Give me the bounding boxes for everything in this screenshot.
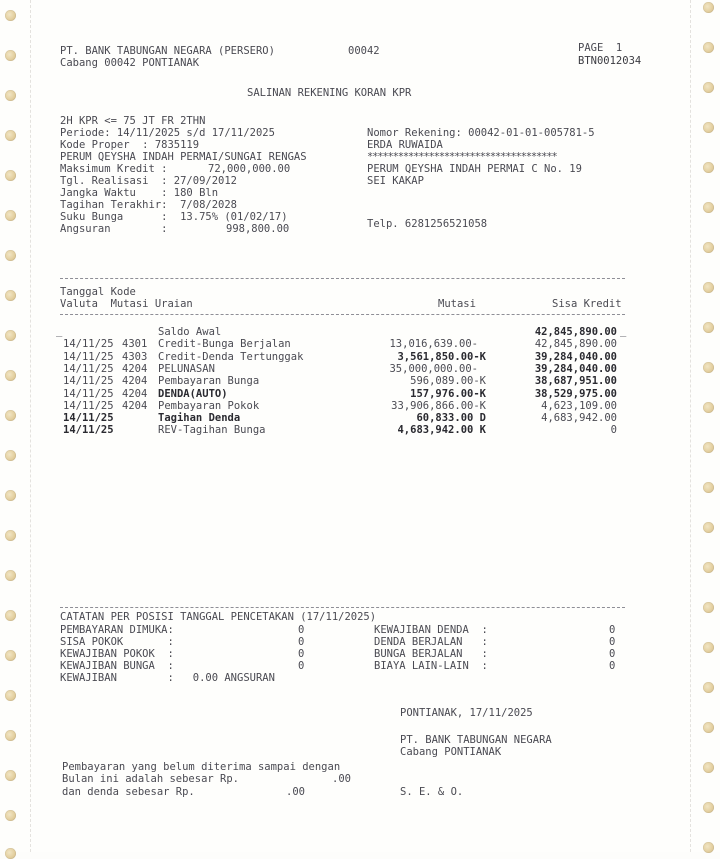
branch-name: Cabang 00042 PONTIANAK bbox=[60, 57, 200, 69]
row-date: 14/11/25 bbox=[63, 375, 114, 387]
place-and-date: PONTIANAK, 17/11/2025 bbox=[400, 707, 533, 719]
notes-left-value: 0 bbox=[298, 648, 305, 660]
notes-left-label: KEWAJIBAN POKOK : bbox=[60, 648, 174, 660]
notes-right-label: BUNGA BERJALAN : bbox=[374, 648, 488, 660]
notes-right-label: BIAYA LAIN-LAIN : bbox=[374, 660, 488, 672]
page-number: PAGE 1 bbox=[578, 42, 623, 54]
row-mutasi: 3,561,850.00-K bbox=[397, 351, 486, 363]
tractor-hole bbox=[5, 730, 16, 741]
address-line-1: PERUM QEYSHA INDAH PERMAI C No. 19 bbox=[367, 163, 582, 175]
notes-left-value: 0 bbox=[298, 636, 305, 648]
row-code: 4204 bbox=[122, 375, 148, 387]
tagihan-terakhir: Tagihan Terakhir: 7/08/2028 bbox=[60, 199, 238, 211]
address-line-2: SEI KAKAP bbox=[367, 175, 424, 187]
tractor-hole bbox=[5, 450, 16, 461]
tractor-hole bbox=[5, 290, 16, 301]
outstanding-amount: .00 bbox=[332, 773, 351, 785]
row-date: 14/11/25 bbox=[63, 363, 114, 375]
notes-right-label: KEWAJIBAN DENDA : bbox=[374, 624, 488, 636]
tractor-hole bbox=[703, 282, 714, 293]
tractor-hole bbox=[5, 570, 16, 581]
row-description: Pembayaran Pokok bbox=[158, 400, 260, 412]
row-code: 4204 bbox=[122, 388, 148, 400]
row-mutasi: 13,016,639.00- bbox=[389, 338, 478, 350]
row-sisa-kredit: 0 bbox=[610, 424, 617, 436]
notes-right-value: 0 bbox=[609, 660, 616, 672]
tractor-hole bbox=[703, 42, 714, 53]
kode-proper: Kode Proper : 7835119 bbox=[60, 139, 200, 151]
table-row bbox=[0, 388, 720, 401]
document-code: BTN0012034 bbox=[578, 55, 642, 67]
tractor-hole bbox=[5, 170, 16, 181]
tractor-hole bbox=[703, 122, 714, 133]
product-type: 2H KPR <= 75 JT FR 2THN bbox=[60, 115, 206, 127]
branch-code: 00042 bbox=[348, 45, 380, 57]
tractor-hole bbox=[5, 130, 16, 141]
row-marker-left: _ bbox=[56, 325, 63, 337]
tractor-hole bbox=[703, 722, 714, 733]
column-header-valuta-mutasi-uraian: Valuta Mutasi Uraian bbox=[60, 298, 193, 310]
notes-left-value: 0 bbox=[298, 624, 305, 636]
tractor-hole bbox=[5, 250, 16, 261]
notes-left-label: KEWAJIBAN BUNGA : bbox=[60, 660, 174, 672]
tractor-hole bbox=[703, 642, 714, 653]
notes-left-label: PEMBAYARAN DIMUKA: bbox=[60, 624, 174, 636]
row-marker-right: _ bbox=[620, 325, 627, 337]
row-description: Credit-Denda Tertunggak bbox=[158, 351, 304, 363]
tractor-hole bbox=[703, 842, 714, 853]
suku-bunga: Suku Bunga : 13.75% (01/02/17) bbox=[60, 211, 288, 223]
row-mutasi: 596,089.00-K bbox=[410, 375, 486, 387]
project-name: PERUM QEYSHA INDAH PERMAI/SUNGAI RENGAS bbox=[60, 151, 307, 163]
table-row bbox=[0, 375, 720, 388]
row-sisa-kredit: 4,623,109.00 bbox=[541, 400, 617, 412]
jangka-waktu: Jangka Waktu : 180 Bln bbox=[60, 187, 219, 199]
row-description: Saldo Awal bbox=[158, 326, 222, 338]
row-code: 4303 bbox=[122, 351, 148, 363]
tractor-hole bbox=[703, 762, 714, 773]
phone-number: Telp. 6281256521058 bbox=[367, 218, 488, 230]
tractor-hole bbox=[5, 490, 16, 501]
row-date: 14/11/25 bbox=[63, 338, 114, 350]
angsuran-label: Angsuran : bbox=[60, 223, 168, 235]
kewajiban-angsuran: KEWAJIBAN : 0.00 ANGSURAN bbox=[60, 672, 275, 684]
tractor-hole bbox=[703, 82, 714, 93]
account-number: Nomor Rekening: 00042-01-01-005781-5 bbox=[367, 127, 595, 139]
row-sisa-kredit: 38,529,975.00 bbox=[534, 388, 617, 400]
notes-right-value: 0 bbox=[609, 636, 616, 648]
table-row bbox=[0, 326, 720, 339]
row-mutasi: 157,976.00-K bbox=[410, 388, 486, 400]
row-description: Credit-Bunga Berjalan bbox=[158, 338, 291, 350]
tractor-hole bbox=[703, 602, 714, 613]
outstanding-note-line-3: dan denda sebesar Rp. bbox=[62, 786, 195, 798]
footer-bank-name: PT. BANK TABUNGAN NEGARA bbox=[400, 734, 552, 746]
notes-right-value: 0 bbox=[609, 624, 616, 636]
tractor-hole bbox=[5, 210, 16, 221]
row-code: 4301 bbox=[122, 338, 148, 350]
tractor-hole bbox=[703, 242, 714, 253]
tractor-hole bbox=[5, 650, 16, 661]
table-row bbox=[0, 400, 720, 413]
row-description: PELUNASAN bbox=[158, 363, 215, 375]
column-header-tanggal-kode: Tanggal Kode bbox=[60, 286, 136, 298]
notes-divider bbox=[60, 607, 625, 608]
tractor-hole bbox=[5, 848, 16, 859]
row-description: DENDA(AUTO) bbox=[158, 388, 228, 400]
row-date: 14/11/25 bbox=[63, 424, 114, 436]
tractor-hole bbox=[703, 682, 714, 693]
row-sisa-kredit: 42,845,890.00 bbox=[534, 338, 617, 350]
tractor-hole bbox=[703, 482, 714, 493]
penalty-amount: .00 bbox=[286, 786, 305, 798]
table-row bbox=[0, 412, 720, 425]
column-header-sisa-kredit: Sisa Kredit bbox=[552, 298, 622, 310]
row-date: 14/11/25 bbox=[63, 351, 114, 363]
row-date: 14/11/25 bbox=[63, 412, 114, 424]
maksimum-kredit-value: 72,000,000.00 bbox=[208, 163, 291, 175]
row-code: 4204 bbox=[122, 400, 148, 412]
tractor-hole bbox=[703, 442, 714, 453]
tractor-hole bbox=[5, 530, 16, 541]
notes-left-value: 0 bbox=[298, 660, 305, 672]
maksimum-kredit-label: Maksimum Kredit : bbox=[60, 163, 168, 175]
row-date: 14/11/25 bbox=[63, 400, 114, 412]
table-row bbox=[0, 424, 720, 437]
outstanding-note-line-1: Pembayaran yang belum diterima sampai dengan bbox=[62, 761, 341, 773]
notes-title: CATATAN PER POSISI TANGGAL PENCETAKAN (17/11/2025) bbox=[60, 611, 377, 623]
row-sisa-kredit: 42,845,890.00 bbox=[534, 326, 617, 338]
footer-branch: Cabang PONTIANAK bbox=[400, 746, 502, 758]
angsuran-value: 998,800.00 bbox=[226, 223, 290, 235]
tractor-hole bbox=[703, 522, 714, 533]
tanggal-realisasi: Tgl. Realisasi : 27/09/2012 bbox=[60, 175, 238, 187]
tractor-hole bbox=[5, 90, 16, 101]
row-description: Pembayaran Bunga bbox=[158, 375, 260, 387]
account-holder-name: ERDA RUWAIDA bbox=[367, 139, 443, 151]
tractor-hole bbox=[5, 690, 16, 701]
row-description: Tagihan Denda bbox=[158, 412, 241, 424]
table-row bbox=[0, 338, 720, 351]
tractor-hole bbox=[5, 770, 16, 781]
row-mutasi: 60,833.00 D bbox=[416, 412, 486, 424]
tractor-hole bbox=[703, 2, 714, 13]
column-header-mutasi: Mutasi bbox=[438, 298, 476, 310]
tractor-hole bbox=[703, 562, 714, 573]
row-sisa-kredit: 39,284,040.00 bbox=[534, 351, 617, 363]
statement-period: Periode: 14/11/2025 s/d 17/11/2025 bbox=[60, 127, 275, 139]
row-mutasi: 33,906,866.00-K bbox=[391, 400, 486, 412]
tractor-hole bbox=[703, 202, 714, 213]
bank-name: PT. BANK TABUNGAN NEGARA (PERSERO) bbox=[60, 45, 275, 57]
tractor-hole bbox=[703, 802, 714, 813]
row-sisa-kredit: 38,687,951.00 bbox=[534, 375, 617, 387]
notes-right-label: DENDA BERJALAN : bbox=[374, 636, 488, 648]
row-date: 14/11/25 bbox=[63, 388, 114, 400]
row-sisa-kredit: 39,284,040.00 bbox=[534, 363, 617, 375]
document-title: SALINAN REKENING KORAN KPR bbox=[247, 87, 412, 99]
errors-omissions: S. E. & O. bbox=[400, 786, 464, 798]
table-top-divider bbox=[60, 278, 625, 279]
notes-left-label: SISA POKOK : bbox=[60, 636, 174, 648]
table-header-divider bbox=[60, 314, 625, 315]
masked-line: ************************************* bbox=[367, 151, 557, 163]
tractor-hole bbox=[5, 50, 16, 61]
row-description: REV-Tagihan Bunga bbox=[158, 424, 266, 436]
tractor-hole bbox=[5, 610, 16, 621]
notes-right-value: 0 bbox=[609, 648, 616, 660]
tractor-hole bbox=[703, 162, 714, 173]
row-sisa-kredit: 4,683,942.00 bbox=[541, 412, 617, 424]
tractor-hole bbox=[5, 810, 16, 821]
row-mutasi: 4,683,942.00 K bbox=[397, 424, 486, 436]
tractor-hole bbox=[5, 10, 16, 21]
row-mutasi: 35,000,000.00- bbox=[389, 363, 478, 375]
row-code: 4204 bbox=[122, 363, 148, 375]
table-row bbox=[0, 351, 720, 364]
outstanding-note-line-2: Bulan ini adalah sebesar Rp. bbox=[62, 773, 240, 785]
table-row bbox=[0, 363, 720, 376]
